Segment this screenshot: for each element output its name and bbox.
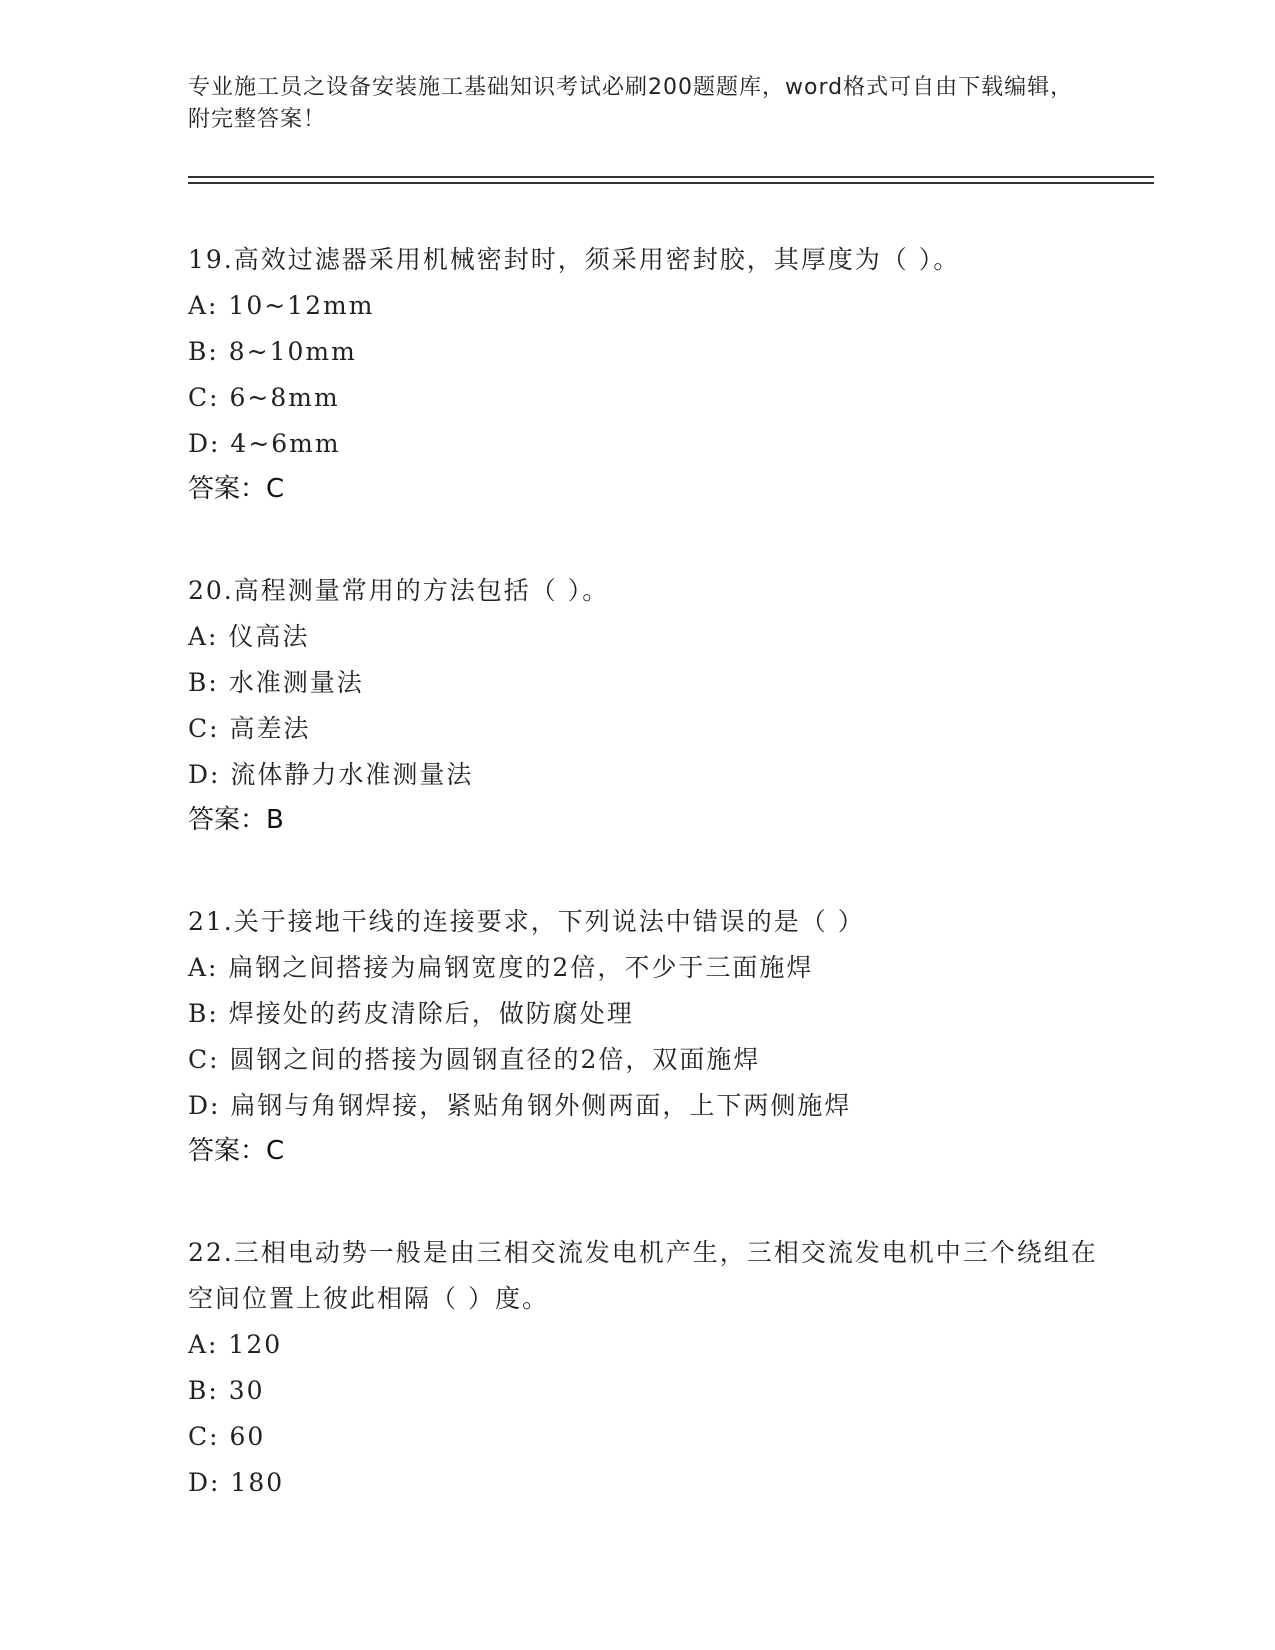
question-21 (188, 899, 1108, 1173)
option-b: B: 30 (188, 1376, 265, 1405)
question-stem: 19.高效过滤器采用机械密封时，须采用密封胶，其厚度为（ ）。 (188, 245, 961, 274)
option-a: A: 10~12mm (188, 291, 375, 320)
option-b: B: 水准测量法 (188, 668, 364, 697)
answer: 答案：B (188, 805, 284, 835)
option-c: C: 60 (188, 1422, 266, 1451)
option-b: B: 焊接处的药皮清除后，做防腐处理 (188, 999, 634, 1028)
answer: 答案：C (188, 474, 285, 504)
option-d: D: 流体静力水准测量法 (188, 760, 474, 789)
option-d: D: 4~6mm (188, 429, 341, 458)
question-list (188, 237, 1108, 1563)
header-divider-top (188, 176, 1154, 178)
question-22 (188, 1230, 1108, 1506)
option-a: A: 仪高法 (188, 622, 310, 651)
document-header: 专业施工员之设备安装施工基础知识考试必刷200题题库，word格式可自由下载编辑，附完整答案！ (188, 75, 1074, 132)
option-c: C: 圆钢之间的搭接为圆钢直径的2倍，双面施焊 (188, 1045, 761, 1074)
option-a: A: 120 (188, 1330, 283, 1359)
option-c: C: 6~8mm (188, 383, 340, 412)
question-stem: 21.关于接地干线的连接要求，下列说法中错误的是（ ） (188, 907, 865, 936)
question-20 (188, 568, 1108, 842)
option-a: A: 扁钢之间搭接为扁钢宽度的2倍，不少于三面施焊 (188, 953, 814, 982)
option-c: C: 高差法 (188, 714, 311, 743)
question-19 (188, 237, 1108, 511)
option-b: B: 8~10mm (188, 337, 357, 366)
answer: 答案：C (188, 1136, 285, 1166)
option-d: D: 180 (188, 1468, 285, 1497)
header-divider-bottom (188, 182, 1154, 184)
question-stem: 20.高程测量常用的方法包括（ ）。 (188, 576, 610, 605)
question-stem: 22.三相电动势一般是由三相交流发电机产生，三相交流发电机中三个绕组在空间位置上彼此相隔（ ）度。 (188, 1238, 1098, 1313)
option-d: D: 扁钢与角钢焊接，紧贴角钢外侧两面，上下两侧施焊 (188, 1091, 852, 1120)
